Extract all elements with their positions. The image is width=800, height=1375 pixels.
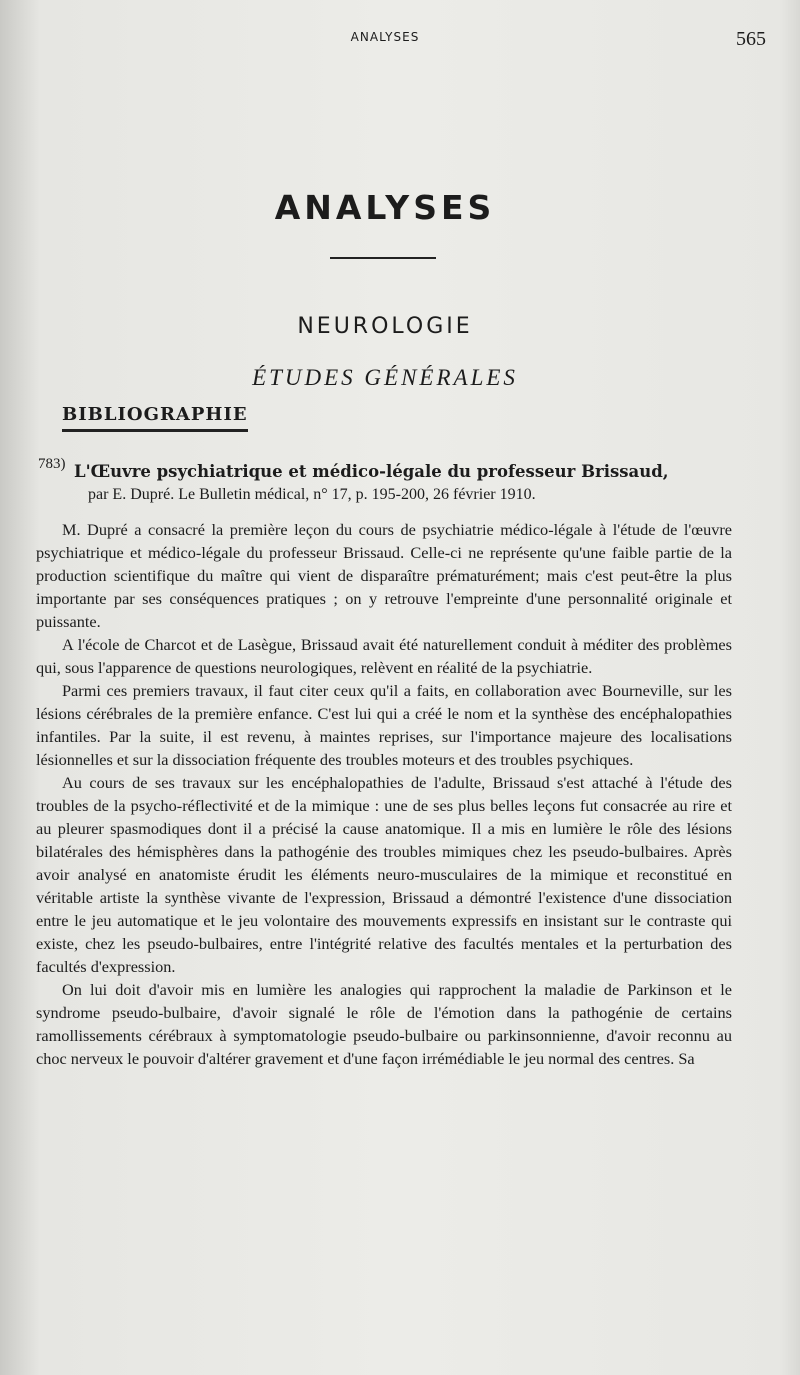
entry-title: L'Œuvre psychiatrique et médico-légale du professeur Brissaud, bbox=[74, 462, 669, 481]
paragraph: M. Dupré a consacré la première leçon du cours de psychiatrie médico-légale à l'étude de l'œuvre psychiatrique et médico-légale du professeur Brissaud. Celle-ci ne représente qu'une faible partie de la production scientifique du maître qui vient de disparaître prématurément; mais c'est peut-être la plus importante par ses conséquences pratiques ; on y retrouve l'empreinte d'une personnalité originale et puissante. bbox=[36, 520, 732, 631]
title-rule bbox=[330, 257, 436, 259]
running-title: ANALYSES bbox=[350, 30, 420, 44]
entry-citation: par E. Dupré. Le Bulletin médical, n° 17, p. 195-200, 26 février 1910. bbox=[88, 486, 536, 503]
paragraph: Parmi ces premiers travaux, il faut citer ceux qu'il a faits, en collaboration avec Bourneville, sur les lésions cérébrales de la première enfance. C'est lui qui a créé le nom et la synthèse des encéphalopathies infantiles. Par la suite, il est revenu, à maintes reprises, sur l'importance majeure des localisations lésionnelles et sur la dissociation fréquente des troubles moteurs et des troubles psychiques. bbox=[36, 681, 732, 769]
section-title: ANALYSES bbox=[274, 188, 496, 227]
article-body bbox=[36, 518, 732, 1070]
entry-number: 783) bbox=[38, 456, 66, 472]
subsubsection-title: ÉTUDES GÉNÉRALES bbox=[252, 365, 518, 390]
paragraph: On lui doit d'avoir mis en lumière les analogies qui rapprochent la maladie de Parkinson et le syndrome pseudo-bulbaire, d'avoir signalé le rôle de l'émotion dans la pathogénie de certains ramollissements cérébraux à symptomatologie pseudo-bulbaire ou parkinsonnienne, d'avoir reconnu au choc nerveux le pouvoir d'altérer gravement et d'une façon irrémédiable le jeu normal des centres. Sa bbox=[36, 980, 732, 1068]
paragraph: Au cours de ses travaux sur les encéphalopathies de l'adulte, Brissaud s'est attaché à l'étude des troubles de la psycho-réflectivité et de la mimique : une de ses plus belles leçons fut consacrée au rire et au pleurer spasmodiques dont il a précisé la cause anatomique. Il a mis en lumière le rôle des lésions bilatérales des hémisphères dans la pathogénie des troubles mimiques chez les pseudo-bulbaires. Après avoir analysé en anatomiste érudit les éléments neuro-musculaires de la mimique et reconstitué en véritable artiste la synthèse vivante de l'expression, Brissaud a démontré l'existence d'une dissociation entre le jeu automatique et le jeu volontaire des mouvements expressifs en insistant sur le contraste qui existe, chez les pseudo-bulbaires, entre l'intégrité relative des facultés mentales et la perturbation des facultés d'expression. bbox=[36, 773, 732, 976]
bibliography-heading: BIBLIOGRAPHIE bbox=[62, 404, 248, 432]
subsection-title: NEUROLOGIE bbox=[297, 314, 473, 339]
page-number: 565 bbox=[736, 28, 766, 50]
running-head bbox=[0, 30, 800, 50]
paragraph: A l'école de Charcot et de Lasègue, Brissaud avait été naturellement conduit à méditer des problèmes qui, sous l'apparence de questions neurologiques, relèvent en réalité de la psychiatrie. bbox=[36, 635, 732, 677]
